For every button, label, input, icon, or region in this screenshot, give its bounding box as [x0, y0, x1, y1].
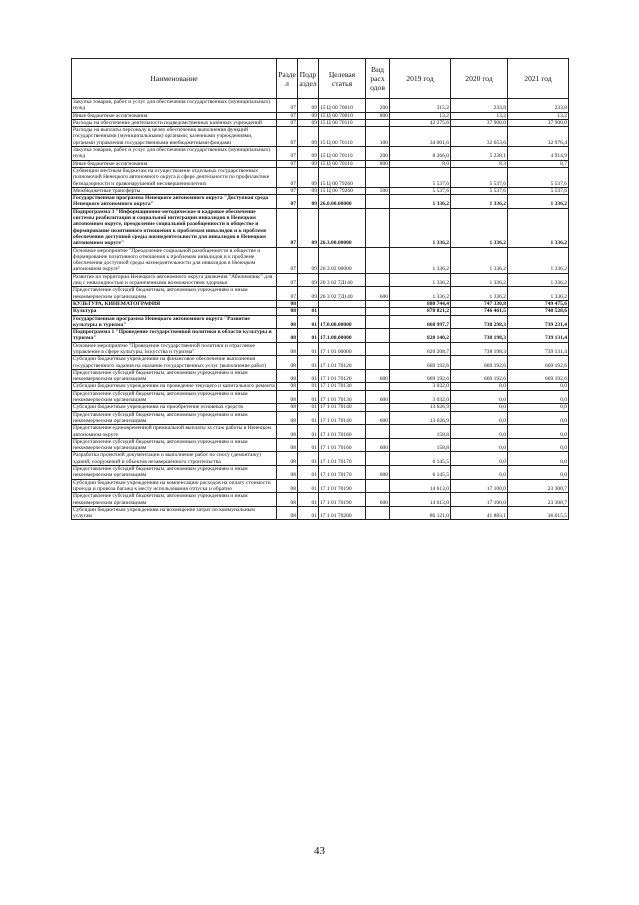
- row-2020: 747 330,8: [451, 300, 508, 307]
- row-2020: 1 336,2: [451, 247, 508, 273]
- row-article: 17 1 01 70190: [319, 479, 366, 493]
- row-2020: 17 100,0: [451, 493, 508, 507]
- row-2019: 3 032,0: [390, 390, 451, 404]
- row-vid: [366, 479, 390, 493]
- row-vid: [366, 356, 390, 370]
- row-2021: 1 336,2: [508, 208, 569, 247]
- row-razdel: 07: [277, 112, 298, 119]
- row-podrazdel: 09: [298, 195, 319, 209]
- row-razdel: 08: [277, 506, 298, 520]
- row-vid: 600: [366, 390, 390, 404]
- row-name: Межбюджетные трансферты: [72, 187, 277, 194]
- row-name: Закупка товаров, работ и услуг для обеспечения государственных (муниципальных) нужд: [72, 147, 277, 161]
- row-2020: 0,0: [451, 438, 508, 452]
- row-podrazdel: 09: [298, 112, 319, 119]
- row-2020: 17 100,0: [451, 479, 508, 493]
- header-razdel: Разде л: [277, 59, 298, 99]
- row-vid: 600: [366, 369, 390, 383]
- row-name: Государственная программа Ненецкого автономного округа "Развитие культуры и туризма": [72, 315, 277, 329]
- row-article: 15 Ц 00 79260: [319, 187, 366, 194]
- row-name: Основное мероприятие "Проведение государственной политики и отраслевое управление в сфере культуры, искусства и туризма": [72, 342, 277, 356]
- row-2021: 0,0: [508, 404, 569, 411]
- row-2019: 1 336,2: [390, 273, 451, 287]
- row-razdel: 07: [277, 187, 298, 194]
- row-podrazdel: 01: [298, 493, 319, 507]
- row-2020: 0,0: [451, 404, 508, 411]
- row-2019: 669 192,6: [390, 356, 451, 370]
- row-name: Предоставление субсидий бюджетным, автономным учреждениям и иным некоммерческим организациям: [72, 390, 277, 404]
- header-2021: 2021 год: [508, 59, 569, 99]
- table-row: [72, 452, 569, 466]
- row-article: 26 3 02 7Д140: [319, 287, 366, 301]
- row-razdel: 08: [277, 438, 298, 452]
- row-2021: 233,8: [508, 99, 569, 113]
- row-2019: 3 032,0: [390, 383, 451, 390]
- row-2021: 36 615,5: [508, 506, 569, 520]
- row-podrazdel: 09: [298, 127, 319, 147]
- row-razdel: 08: [277, 425, 298, 439]
- row-podrazdel: 01: [298, 438, 319, 452]
- row-2021: 669 192,6: [508, 356, 569, 370]
- row-name: Разработка проектной документации и выполнение работ по сносу (демонтажу) зданий, сооружений и объектов незавершённого строительства: [72, 452, 277, 466]
- row-article: 17 1 01 70160: [319, 438, 366, 452]
- row-vid: [366, 195, 390, 209]
- row-2021: 4 914,9: [508, 147, 569, 161]
- row-vid: 800: [366, 160, 390, 167]
- table-row: [72, 160, 569, 167]
- row-vid: [366, 308, 390, 315]
- row-2019: 86 121,0: [390, 506, 451, 520]
- row-podrazdel: 01: [298, 342, 319, 356]
- table-row: [72, 208, 569, 247]
- row-vid: [366, 329, 390, 343]
- table-row: [72, 300, 569, 307]
- row-vid: 600: [366, 438, 390, 452]
- row-razdel: 07: [277, 247, 298, 273]
- table-row: [72, 493, 569, 507]
- row-name: Субсидии бюджетным учреждениям на финансовое обеспечение выполнения государственного задания на оказание государственных услуг (выполнение работ): [72, 356, 277, 370]
- row-2019: 315,2: [390, 99, 451, 113]
- table-row: [72, 356, 569, 370]
- header-2019: 2019 год: [390, 59, 451, 99]
- row-2021: 1 336,2: [508, 247, 569, 273]
- row-podrazdel: 09: [298, 119, 319, 126]
- row-2020: 746 461,5: [451, 308, 508, 315]
- row-name: Субсидии бюджетным учреждениям на проведение текущего и капитального ремонта: [73, 383, 275, 390]
- row-razdel: 08: [277, 383, 298, 390]
- row-article: 26 3 02 7Д140: [319, 273, 366, 287]
- row-vid: [366, 273, 390, 287]
- row-name: Иные бюджетные ассигнования: [72, 160, 277, 167]
- row-2020: 0,0: [451, 390, 508, 404]
- row-name: Субсидии бюджетным учреждениям на возмещение затрат по коммунальным услугам: [72, 506, 277, 520]
- row-razdel: 07: [277, 167, 298, 187]
- row-2019: 878 821,2: [390, 308, 451, 315]
- row-razdel: 08: [277, 342, 298, 356]
- row-2019: 669 192,6: [390, 369, 451, 383]
- table-row: [72, 99, 569, 113]
- row-article: 15 Ц 00 70110: [319, 147, 366, 161]
- header-2020: 2020 год: [451, 59, 508, 99]
- row-article: 26.3.00.00000: [319, 208, 366, 247]
- header-article: Целевая статья: [319, 59, 366, 99]
- table-row: [72, 287, 569, 301]
- row-razdel: 08: [277, 315, 298, 329]
- row-podrazdel: 09: [298, 247, 319, 273]
- row-vid: 800: [366, 112, 390, 119]
- row-article: 17 1 01 70130: [319, 383, 366, 390]
- row-razdel: 07: [277, 208, 298, 247]
- row-article: 17 1 01 70170: [319, 466, 366, 480]
- row-2019: 5 537,6: [390, 187, 451, 194]
- row-podrazdel: 09: [298, 99, 319, 113]
- table-row: [72, 438, 569, 452]
- table-row: [72, 466, 569, 480]
- row-razdel: 07: [277, 273, 298, 287]
- row-name: Субсидии бюджетным учреждениям на приобретение основных средств: [72, 404, 277, 411]
- row-razdel: 08: [277, 493, 298, 507]
- row-name: КУЛЬТУРА, КИНЕМАТОГРАФИЯ: [72, 300, 277, 307]
- row-podrazdel: 01: [298, 308, 319, 315]
- row-2019: 8,0: [390, 160, 451, 167]
- row-article: 17 1 01 70130: [319, 390, 366, 404]
- row-article: 15 Ц 00 70110: [319, 127, 366, 147]
- row-2019: 13 626,9: [390, 411, 451, 425]
- row-name: Культура: [72, 308, 277, 315]
- row-razdel: 08: [277, 356, 298, 370]
- row-razdel: 07: [277, 147, 298, 161]
- row-article: 17 1 01 70140: [319, 404, 366, 411]
- row-vid: 500: [366, 187, 390, 194]
- row-2021: 32 976,4: [508, 127, 569, 147]
- row-2021: 5 537,6: [508, 167, 569, 187]
- row-2021: 0,0: [508, 452, 569, 466]
- row-vid: [366, 247, 390, 273]
- row-vid: [366, 300, 390, 307]
- row-name: Подпрограмма 1 "Проведение государственной политики в области культуры и туризма": [72, 329, 277, 343]
- row-razdel: 08: [277, 404, 298, 411]
- table-row: [72, 342, 569, 356]
- row-2020: 0,0: [451, 383, 508, 390]
- row-name: Расходы на выплаты персоналу в целях обеспечения выполнения функций государственными (муниципальными) органами, казенными учреждениями, органами управления государственными внебюджетными фондами: [72, 127, 277, 147]
- row-name: Расходы на обеспечение деятельности подведомственных казённых учреждений: [72, 119, 277, 126]
- row-podrazdel: 01: [298, 329, 319, 343]
- row-article: 17.0.00.00000: [319, 315, 366, 329]
- row-2019: 34 001,6: [390, 127, 451, 147]
- row-vid: [366, 315, 390, 329]
- row-name: Предоставление субсидий бюджетным, автономным учреждениям и иным некоммерческим организациям: [72, 438, 277, 452]
- row-2020: 1 336,2: [451, 195, 508, 209]
- row-2021: 23 300,7: [508, 493, 569, 507]
- row-2021: 1 336,2: [508, 287, 569, 301]
- row-2020: 1 336,2: [451, 273, 508, 287]
- row-2020: 738 198,3: [451, 342, 508, 356]
- row-2019: 14 613,0: [390, 493, 451, 507]
- row-vid: 600: [366, 493, 390, 507]
- table-row: [72, 187, 569, 194]
- row-2021: 749 475,6: [508, 300, 569, 307]
- row-2019: 158,8: [390, 425, 451, 439]
- row-2020: 0,0: [451, 466, 508, 480]
- table-row: [72, 308, 569, 315]
- row-2021: 5 537,6: [508, 187, 569, 194]
- row-2020: 669 192,6: [451, 356, 508, 370]
- row-2020: 0,0: [451, 452, 508, 466]
- row-2019: 1 336,2: [390, 195, 451, 209]
- row-razdel: 08: [277, 466, 298, 480]
- row-podrazdel: 09: [298, 273, 319, 287]
- row-2019: 6 145,5: [390, 466, 451, 480]
- row-vid: 100: [366, 127, 390, 147]
- row-razdel: 07: [277, 195, 298, 209]
- row-vid: 600: [366, 466, 390, 480]
- row-podrazdel: 01: [298, 466, 319, 480]
- row-2020: 233,8: [451, 99, 508, 113]
- row-vid: 200: [366, 99, 390, 113]
- row-name: Предоставление субсидий бюджетным, автономным учреждениям и иным некоммерческим организациям: [72, 369, 277, 383]
- row-podrazdel: 01: [298, 390, 319, 404]
- row-2020: 32 653,6: [451, 127, 508, 147]
- row-2020: 738 198,3: [451, 329, 508, 343]
- row-2021: 8,7: [508, 160, 569, 167]
- row-2019: 158,8: [390, 438, 451, 452]
- row-podrazdel: 01: [298, 479, 319, 493]
- row-vid: [366, 342, 390, 356]
- row-razdel: 07: [277, 287, 298, 301]
- row-name: Предоставление субсидий бюджетным, автономным учреждениям и иным некоммерческим организациям: [72, 411, 277, 425]
- row-article: 17 1 01 70140: [319, 411, 366, 425]
- row-razdel: 07: [277, 99, 298, 113]
- row-2021: 0,0: [508, 466, 569, 480]
- row-2021: 37 900,0: [508, 119, 569, 126]
- row-2020: 8,3: [451, 160, 508, 167]
- row-podrazdel: 09: [298, 147, 319, 161]
- row-podrazdel: 01: [298, 315, 319, 329]
- header-vid: Вид расх одов: [366, 59, 390, 99]
- table-row: [72, 112, 569, 119]
- row-article: 15 Ц 00 70010: [319, 99, 366, 113]
- row-razdel: 08: [277, 308, 298, 315]
- page-number: 43: [314, 845, 325, 857]
- row-2020: 0,0: [451, 411, 508, 425]
- row-2021: 0,0: [508, 438, 569, 452]
- row-2019: 820 208,7: [390, 342, 451, 356]
- table-row: [72, 329, 569, 343]
- row-razdel: 08: [277, 329, 298, 343]
- row-article: 15 Ц 00 70110: [319, 119, 366, 126]
- row-name: Развитие на территории Ненецкого автономного округа движения "Абилимпикс" для лиц с инвалидностью и ограниченными возможностями здоровья: [72, 273, 277, 287]
- row-vid: [366, 452, 390, 466]
- row-article: 26 3 02 00000: [319, 247, 366, 273]
- row-razdel: 08: [277, 452, 298, 466]
- row-name: Иные бюджетные ассигнования: [72, 112, 277, 119]
- table-row: [72, 315, 569, 329]
- row-podrazdel: 01: [298, 411, 319, 425]
- table-row: [72, 383, 569, 390]
- row-2021: 0,0: [508, 411, 569, 425]
- row-2020: 5 537,6: [451, 187, 508, 194]
- row-razdel: 08: [277, 369, 298, 383]
- row-2019: 1 336,2: [390, 247, 451, 273]
- row-2021: 0,0: [508, 425, 569, 439]
- row-razdel: 07: [277, 160, 298, 167]
- row-vid: 600: [366, 287, 390, 301]
- table-row: [72, 273, 569, 287]
- table-row: [72, 147, 569, 161]
- row-2019: 880 744,4: [390, 300, 451, 307]
- row-razdel: 08: [277, 390, 298, 404]
- row-2019: 828 140,2: [390, 329, 451, 343]
- row-podrazdel: 01: [298, 506, 319, 520]
- budget-table: [71, 58, 569, 520]
- row-vid: 600: [366, 411, 390, 425]
- row-2019: 1 336,2: [390, 287, 451, 301]
- row-2021: 739 231,4: [508, 315, 569, 329]
- table-row: [72, 411, 569, 425]
- table-row: [72, 425, 569, 439]
- row-vid: [366, 119, 390, 126]
- row-article: [319, 300, 366, 307]
- row-podrazdel: 09: [298, 287, 319, 301]
- row-2021: 739 131,4: [508, 329, 569, 343]
- table-row: [72, 404, 569, 411]
- row-article: 26.0.00.00000: [319, 195, 366, 209]
- table-row: [72, 390, 569, 404]
- row-2019: 13,2: [390, 112, 451, 119]
- row-article: 17.1.00.00000: [319, 329, 366, 343]
- row-2020: 5 238,1: [451, 147, 508, 161]
- row-name: Предоставление единовременной премиальной выплаты за стаж работы в Ненецком автономном округе: [72, 425, 277, 439]
- table-row: [72, 247, 569, 273]
- row-2021: 1 336,2: [508, 273, 569, 287]
- row-2021: 1 336,2: [508, 195, 569, 209]
- row-name: Закупка товаров, работ и услуг для обеспечения государственных (муниципальных) нужд: [72, 99, 277, 113]
- row-2020: 738 298,3: [451, 315, 508, 329]
- row-podrazdel: 01: [298, 404, 319, 411]
- row-name: Субсидии бюджетным учреждениям на компенсацию расходов на оплату стоимости проезда и провоза багажа к месту использования отпуска и обратно: [72, 479, 277, 493]
- row-name: Предоставление субсидий бюджетным, автономным учреждениям и иным некоммерческим организациям: [72, 466, 277, 480]
- table-row: [72, 119, 569, 126]
- row-2021: 748 528,6: [508, 308, 569, 315]
- table-row: [72, 195, 569, 209]
- row-article: 15 Ц 00 70010: [319, 112, 366, 119]
- table-row: [72, 127, 569, 147]
- row-2019: 1 336,2: [390, 208, 451, 247]
- row-article: 17 1 01 70190: [319, 493, 366, 507]
- row-2021: 739 131,4: [508, 342, 569, 356]
- row-name: Субвенции местным бюджетам на осуществление отдельных государственных полномочий Ненецкого автономного округа в сфере деятельности по профилактике безнадзорности и правонарушений несовершеннолетних: [72, 167, 277, 187]
- row-2019: 13 626,9: [390, 404, 451, 411]
- row-name: Подпрограмма 3 "Информационно-методическое и кадровое обеспечение системы реабилитации и социальной интеграции инвалидов в Ненецком автономном округе, преодоление социальной разобщенности в обществе и формирование позитивного отношения к проблемам инвалидов и к проблеме обеспечения доступной среды жизнедеятельности для инвалидов в Ненецком автономном округе": [72, 208, 277, 247]
- row-podrazdel: 09: [298, 208, 319, 247]
- row-podrazdel: 01: [298, 383, 319, 390]
- row-2019: 868 997,7: [390, 315, 451, 329]
- row-2021: 13,2: [508, 112, 569, 119]
- row-2020: 41 883,1: [451, 506, 508, 520]
- row-2020: 5 537,6: [451, 167, 508, 187]
- row-2020: 37 900,0: [451, 119, 508, 126]
- row-article: 17 1 01 70120: [319, 369, 366, 383]
- row-podrazdel: 01: [298, 425, 319, 439]
- table-body: [72, 99, 569, 520]
- row-2021: 23 300,7: [508, 479, 569, 493]
- table-row: [72, 479, 569, 493]
- row-name: Государственная программа Ненецкого автономного округа "Доступная среда Ненецкого автономного округа": [72, 195, 277, 209]
- table-row: [72, 506, 569, 520]
- row-name: Предоставление субсидий бюджетным, автономным учреждениям и иным некоммерческим организациям: [72, 287, 277, 301]
- header-name: Наименование: [72, 59, 277, 99]
- row-podrazdel: 09: [298, 160, 319, 167]
- row-vid: [366, 383, 390, 390]
- row-article: 15 Ц 00 70110: [319, 160, 366, 167]
- row-razdel: 08: [277, 479, 298, 493]
- row-vid: [366, 425, 390, 439]
- row-vid: [366, 167, 390, 187]
- row-podrazdel: 09: [298, 167, 319, 187]
- row-2019: 5 537,6: [390, 167, 451, 187]
- row-2019: 8 266,0: [390, 147, 451, 161]
- row-razdel: 08: [277, 300, 298, 307]
- row-podrazdel: [298, 300, 319, 307]
- row-article: 17 1 01 70200: [319, 506, 366, 520]
- row-article: 17 1 01 70170: [319, 452, 366, 466]
- row-vid: 200: [366, 147, 390, 161]
- row-article: 17 1 01 70160: [319, 425, 366, 439]
- row-2019: 14 613,0: [390, 479, 451, 493]
- table-header-row: [72, 59, 569, 99]
- row-2021: 669 192,6: [508, 369, 569, 383]
- row-article: [319, 308, 366, 315]
- row-podrazdel: 01: [298, 369, 319, 383]
- row-name: Предоставление субсидий бюджетным, автономным учреждениям и иным некоммерческим организациям: [72, 493, 277, 507]
- row-vid: [366, 404, 390, 411]
- table-row: [72, 369, 569, 383]
- row-2020: 669 192,6: [451, 369, 508, 383]
- row-razdel: 08: [277, 411, 298, 425]
- row-2021: 0,0: [508, 383, 569, 390]
- row-podrazdel: 01: [298, 452, 319, 466]
- row-2021: 0,0: [508, 390, 569, 404]
- row-article: 17 1 01 70120: [319, 356, 366, 370]
- row-2020: 1 336,2: [451, 287, 508, 301]
- row-name: Основное мероприятие "Преодоление социальной разобщенности в обществе и формирование позитивного отношения к проблемам инвалидов и к проблеме обеспечения доступной среды жизнедеятельности для инвалидов в Ненецком автономном округе": [72, 247, 277, 273]
- row-vid: [366, 208, 390, 247]
- table-row: [72, 167, 569, 187]
- row-2020: 1 336,2: [451, 208, 508, 247]
- row-2019: 42 275,6: [390, 119, 451, 126]
- row-vid: [366, 506, 390, 520]
- row-razdel: 07: [277, 119, 298, 126]
- row-2020: 0,0: [451, 425, 508, 439]
- row-podrazdel: 09: [298, 187, 319, 194]
- row-article: 17 1 01 00000: [319, 342, 366, 356]
- header-podrazdel: Подр аздел: [298, 59, 319, 99]
- row-article: 15 Ц 00 79260: [319, 167, 366, 187]
- row-2020: 13,2: [451, 112, 508, 119]
- row-podrazdel: 01: [298, 356, 319, 370]
- row-razdel: 07: [277, 127, 298, 147]
- row-2019: 6 145,5: [390, 452, 451, 466]
